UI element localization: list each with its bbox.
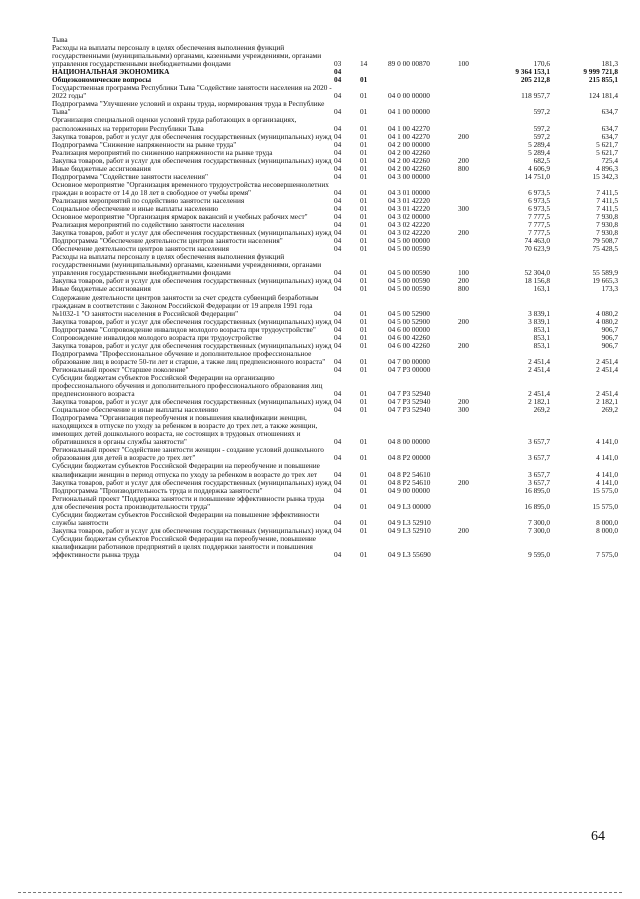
cell-sec: 04 <box>334 220 342 230</box>
cell-y2021: 6 973,5 <box>528 195 550 205</box>
table-row <box>52 462 618 478</box>
cell-sec: 04 <box>334 316 342 326</box>
cell-csr: 04 3 02 00000 <box>388 212 430 222</box>
cell-sub: 01 <box>360 155 368 165</box>
cell-vr: 100 <box>458 268 469 278</box>
cell-sec: 04 <box>334 501 342 511</box>
cell-name: Подпрограмма "Производительность труда и поддержка занятости" <box>52 485 263 495</box>
cell-name: Подпрограмма "Сопровождение инвалидов молодого возраста при трудоустройстве" <box>52 324 316 334</box>
cell-sec: 04 <box>334 517 342 527</box>
cell-y2022: 181,3 <box>601 59 618 69</box>
table-row <box>52 495 618 511</box>
cell-name: Расходы на выплаты персоналу в целях обеспечения выполнения функций государственными (муниципальными) органами, казенными учреждениями, органами управления государственными внебюджетными фондами <box>52 252 322 278</box>
cell-sub: 01 <box>360 147 368 157</box>
cell-y2021: 597,2 <box>533 107 550 117</box>
cell-y2021: 6 973,5 <box>528 187 550 197</box>
table-row <box>52 181 618 197</box>
cell-sub: 01 <box>360 195 368 205</box>
cell-sub: 14 <box>360 59 368 69</box>
cell-csr: 04 8 P2 54610 <box>388 477 431 487</box>
cell-vr: 200 <box>458 155 469 165</box>
cell-csr: 04 7 P3 00000 <box>388 364 431 374</box>
cell-vr: 800 <box>458 163 469 173</box>
cell-y2021: 853,1 <box>533 324 550 334</box>
cell-csr: 04 3 00 00000 <box>388 171 430 181</box>
cell-y2022: 7 411,5 <box>596 195 618 205</box>
cell-sec: 04 <box>334 147 342 157</box>
cell-sub: 01 <box>360 75 368 85</box>
cell-y2021: 6 973,5 <box>528 203 550 213</box>
cell-sub: 01 <box>360 405 368 415</box>
cell-csr: 04 9 L3 52910 <box>388 525 431 535</box>
cell-y2021: 853,1 <box>533 340 550 350</box>
cell-sec: 03 <box>334 59 342 69</box>
cell-csr: 04 3 02 42220 <box>388 228 430 238</box>
cell-name: Закупка товаров, работ и услуг для обеспечения государственных (муниципальных) нужд <box>52 316 332 326</box>
cell-sec: 04 <box>334 268 342 278</box>
table-row <box>52 100 618 116</box>
cell-y2022: 79 508,7 <box>592 236 618 246</box>
cell-name: Региональный проект "Содействие занятости женщин - создание условий дошкольного образования для детей в возрасте до трех лет" <box>52 445 324 463</box>
cell-csr: 04 3 01 42220 <box>388 195 430 205</box>
cell-y2021: 597,2 <box>533 131 550 141</box>
cell-y2021: 14 751,0 <box>524 171 550 181</box>
cell-csr: 89 0 00 00870 <box>388 59 430 69</box>
cell-sub: 01 <box>360 469 368 479</box>
cell-y2022: 906,7 <box>601 340 618 350</box>
cell-sub: 01 <box>360 236 368 246</box>
cell-csr: 04 2 00 42260 <box>388 163 430 173</box>
cell-sub: 01 <box>360 276 368 286</box>
cell-name: Закупка товаров, работ и услуг для обеспечения государственных (муниципальных) нужд <box>52 340 332 350</box>
cell-name: Реализация мероприятий по содействию занятости населения <box>52 195 245 205</box>
cell-name: Закупка товаров, работ и услуг для обеспечения государственных (муниципальных) нужд <box>52 525 332 535</box>
cell-name: Подпрограмма "Снижение напряженности на рынке труда" <box>52 139 237 149</box>
table-row <box>52 294 618 318</box>
cell-y2021: 18 156,8 <box>524 276 550 286</box>
cell-y2021: 2 451,4 <box>528 356 550 366</box>
cell-y2021: 16 895,0 <box>524 501 550 511</box>
cell-sec: 04 <box>334 308 342 318</box>
cell-sec: 04 <box>334 284 342 294</box>
cell-name: Иные бюджетные ассигнования <box>52 284 151 294</box>
cell-csr: 04 8 P2 00000 <box>388 453 431 463</box>
cell-sec: 04 <box>334 332 342 342</box>
cell-csr: 04 2 00 00000 <box>388 139 430 149</box>
cell-y2021: 163,1 <box>533 284 550 294</box>
cell-vr: 200 <box>458 316 469 326</box>
cell-name: Сопровождение инвалидов молодого возраста при трудоустройстве <box>52 332 263 342</box>
cell-vr: 200 <box>458 525 469 535</box>
cell-csr: 04 9 L3 00000 <box>388 501 431 511</box>
cell-sec: 04 <box>334 276 342 286</box>
cell-y2021: 52 304,0 <box>524 268 550 278</box>
cell-name: Иные бюджетные ассигнования <box>52 163 151 173</box>
cell-y2021: 74 463,0 <box>524 236 550 246</box>
cell-csr: 04 7 P3 52940 <box>388 405 431 415</box>
cell-y2021: 9 364 153,1 <box>515 67 550 77</box>
cell-vr: 200 <box>458 397 469 407</box>
cell-y2021: 7 777,5 <box>528 228 550 238</box>
cell-sec: 04 <box>334 123 342 133</box>
cell-sub: 01 <box>360 244 368 254</box>
cell-y2021: 16 895,0 <box>524 485 550 495</box>
cell-y2021: 3 657,7 <box>528 437 550 447</box>
cell-y2022: 2 451,4 <box>596 356 618 366</box>
cell-name: Подпрограмма "Содействие занятости населения" <box>52 171 208 181</box>
cell-sec: 04 <box>334 437 342 447</box>
cell-sub: 01 <box>360 91 368 101</box>
cell-y2021: 269,2 <box>533 405 550 415</box>
cell-csr: 04 7 P3 52940 <box>388 397 431 407</box>
cell-sec: 04 <box>334 107 342 117</box>
cell-y2021: 853,1 <box>533 332 550 342</box>
cell-csr: 04 3 02 42220 <box>388 220 430 230</box>
cell-sub: 01 <box>360 203 368 213</box>
cell-sec: 04 <box>334 485 342 495</box>
cell-sub: 01 <box>360 437 368 447</box>
cell-sec: 04 <box>334 364 342 374</box>
cell-name: Социальное обеспечение и иные выплаты населению <box>52 203 219 213</box>
cell-sub: 01 <box>360 550 368 559</box>
cell-sec: 04 <box>334 187 342 197</box>
cell-y2021: 4 606,9 <box>528 163 550 173</box>
cell-y2021: 3 839,1 <box>528 316 550 326</box>
cell-name: Закупка товаров, работ и услуг для обеспечения государственных (муниципальных) нужд <box>52 131 332 141</box>
cell-sub: 01 <box>360 220 368 230</box>
cell-y2022: 634,7 <box>601 123 618 133</box>
cell-csr: 04 5 00 52900 <box>388 308 430 318</box>
cell-y2022: 9 999 721,8 <box>583 67 618 77</box>
cell-csr: 04 1 00 42270 <box>388 131 430 141</box>
cell-y2021: 205 212,8 <box>520 75 550 85</box>
cell-sub: 01 <box>360 228 368 238</box>
cell-y2022: 4 141,0 <box>596 437 618 447</box>
cell-name: Субсидии бюджетам субъектов Российской Федерации на организацию профессионального обучения и дополнительного профессионального образования лиц предпенсионного возраста <box>52 372 323 399</box>
cell-vr: 800 <box>458 284 469 294</box>
table-row <box>52 374 618 398</box>
cell-y2021: 682,5 <box>533 155 550 165</box>
cell-sec: 04 <box>334 405 342 415</box>
cell-sec: 04 <box>334 477 342 487</box>
cell-y2021: 70 623,9 <box>524 244 550 254</box>
table-row <box>52 84 618 100</box>
cell-y2022: 8 000,0 <box>596 525 618 535</box>
cell-y2022: 15 575,0 <box>592 501 618 511</box>
cell-y2022: 215 855,1 <box>588 75 618 85</box>
cell-name: Расходы на выплаты персоналу в целях обеспечения выполнения функций государственными (муниципальными) органами, казенными учреждениями, органами управления государственными внебюджетными фондами <box>52 43 322 69</box>
cell-sub: 01 <box>360 268 368 278</box>
cell-y2022: 634,7 <box>601 107 618 117</box>
cell-sub: 01 <box>360 163 368 173</box>
cell-csr: 04 3 01 00000 <box>388 187 430 197</box>
cell-name: Общеэкономические вопросы <box>52 75 152 85</box>
cell-csr: 04 9 L3 55690 <box>388 550 431 559</box>
table-row <box>52 535 618 559</box>
cell-csr: 04 5 00 00590 <box>388 268 430 278</box>
cell-sec: 04 <box>334 91 342 101</box>
cell-sub: 01 <box>360 316 368 326</box>
cell-sub: 01 <box>360 525 368 535</box>
table-row <box>52 446 618 462</box>
cell-csr: 04 3 01 42220 <box>388 203 430 213</box>
cell-y2021: 9 595,0 <box>528 550 550 559</box>
cell-sub: 01 <box>360 356 368 366</box>
cell-y2022: 124 181,4 <box>588 91 618 101</box>
cell-y2022: 906,7 <box>601 332 618 342</box>
table-row <box>52 44 618 68</box>
cell-sub: 01 <box>360 284 368 294</box>
cell-sec: 04 <box>334 340 342 350</box>
scan-edge-line <box>18 892 622 893</box>
cell-sub: 01 <box>360 501 368 511</box>
cell-name: Организация специальной оценки условий труда работающих в организациях, расположенных на территории Республики Тыва <box>52 115 297 133</box>
cell-sec: 04 <box>334 324 342 334</box>
cell-sec: 04 <box>334 155 342 165</box>
cell-sec: 04 <box>334 195 342 205</box>
table-row <box>52 253 618 277</box>
cell-csr: 04 7 P3 52940 <box>388 389 431 399</box>
cell-y2022: 4 141,0 <box>596 477 618 487</box>
cell-name: Содержание деятельности центров занятости за счет средств субвенций безработным гражданам в соответствии с Законом Российской Федерации от 19 апреля 1991 года №1032-1 "О занятости населения в Российской Федерации" <box>52 292 319 318</box>
cell-csr: 04 7 00 00000 <box>388 356 430 366</box>
table-row <box>52 350 618 366</box>
budget-table <box>52 36 618 559</box>
cell-y2022: 4 141,0 <box>596 453 618 463</box>
cell-sec: 04 <box>334 397 342 407</box>
cell-y2021: 7 777,5 <box>528 220 550 230</box>
cell-y2022: 19 665,3 <box>592 276 618 286</box>
cell-csr: 04 1 00 00000 <box>388 107 430 117</box>
cell-sec: 04 <box>334 131 342 141</box>
cell-y2022: 4 896,3 <box>596 163 618 173</box>
cell-y2021: 118 957,7 <box>521 91 550 101</box>
cell-y2022: 2 451,4 <box>596 389 618 399</box>
cell-y2022: 725,4 <box>601 155 618 165</box>
cell-y2021: 2 451,4 <box>528 389 550 399</box>
cell-y2021: 7 300,0 <box>528 517 550 527</box>
cell-y2022: 15 575,0 <box>592 485 618 495</box>
cell-name: НАЦИОНАЛЬНАЯ ЭКОНОМИКА <box>52 67 170 77</box>
cell-vr: 200 <box>458 131 469 141</box>
cell-name: Подпрограмма "Улучшение условий и охраны труда, нормирования труда в Республике Тыва" <box>52 99 325 117</box>
cell-csr: 04 5 00 52900 <box>388 316 430 326</box>
cell-name: Подпрограмма "Организация переобучения и повышения квалификации женщин, находящихся в отпуске по уходу за ребенком в возрасте до трех лет, а также женщин, имеющих детей дошкольного возраста, не состоящих в трудовых отношениях и обратившихся в органы службы занятости" <box>52 413 318 447</box>
cell-y2021: 170,6 <box>533 59 550 69</box>
cell-y2021: 2 451,4 <box>528 364 550 374</box>
cell-name: Социальное обеспечение и иные выплаты населению <box>52 405 219 415</box>
cell-csr: 04 5 00 00590 <box>388 244 430 254</box>
cell-y2022: 906,7 <box>601 324 618 334</box>
cell-sub: 01 <box>360 171 368 181</box>
cell-csr: 04 5 00 00000 <box>388 236 430 246</box>
table-row <box>52 414 618 446</box>
cell-csr: 04 6 00 00000 <box>388 324 430 334</box>
cell-sec: 04 <box>334 389 342 399</box>
cell-sub: 01 <box>360 107 368 117</box>
cell-vr: 200 <box>458 228 469 238</box>
cell-sub: 01 <box>360 485 368 495</box>
cell-sec: 04 <box>334 236 342 246</box>
cell-sec: 04 <box>334 228 342 238</box>
cell-name: Закупка товаров, работ и услуг для обеспечения государственных (муниципальных) нужд <box>52 228 332 238</box>
cell-y2021: 597,2 <box>533 123 550 133</box>
cell-sub: 01 <box>360 340 368 350</box>
page-number: 64 <box>591 829 605 844</box>
cell-y2021: 5 289,4 <box>528 139 550 149</box>
cell-csr: 04 5 00 00590 <box>388 284 430 294</box>
cell-vr: 300 <box>458 405 469 415</box>
cell-y2022: 2 451,4 <box>596 364 618 374</box>
cell-sec: 04 <box>334 550 342 559</box>
cell-y2022: 7 411,5 <box>596 203 618 213</box>
cell-sub: 01 <box>360 453 368 463</box>
cell-csr: 04 9 L3 52910 <box>388 517 431 527</box>
cell-sec: 04 <box>334 453 342 463</box>
cell-vr: 200 <box>458 477 469 487</box>
cell-y2021: 7 777,5 <box>528 212 550 222</box>
cell-sub: 01 <box>360 324 368 334</box>
cell-name: Закупка товаров, работ и услуг для обеспечения государственных (муниципальных) нужд <box>52 477 332 487</box>
cell-sec: 04 <box>334 212 342 222</box>
cell-csr: 04 2 00 42260 <box>388 155 430 165</box>
cell-csr: 04 8 P2 54610 <box>388 469 431 479</box>
cell-sub: 01 <box>360 139 368 149</box>
cell-y2022: 15 342,3 <box>592 171 618 181</box>
cell-name: Закупка товаров, работ и услуг для обеспечения государственных (муниципальных) нужд <box>52 276 332 286</box>
cell-y2022: 5 621,7 <box>596 147 618 157</box>
table-row <box>52 116 618 132</box>
cell-name: Подпрограмма "Профессиональное обучение и дополнительное профессиональное образование лиц в возрасте 50-ти лет и старше, а также лиц предпенсионного возраста" <box>52 348 326 366</box>
cell-y2021: 3 657,7 <box>528 453 550 463</box>
cell-name: Субсидии бюджетам субъектов Российской Федерации на переобучение, повышение квалификации работников предприятий в целях поддержки занятости и повышения эффективности рынка труда <box>52 533 316 559</box>
cell-sec: 04 <box>334 469 342 479</box>
cell-y2022: 7 930,8 <box>596 212 618 222</box>
cell-name: Реализация мероприятий по содействию занятости населения <box>52 220 245 230</box>
cell-csr: 04 8 00 00000 <box>388 437 430 447</box>
cell-sub: 01 <box>360 332 368 342</box>
cell-sec: 04 <box>334 139 342 149</box>
cell-sec: 04 <box>334 244 342 254</box>
cell-csr: 04 2 00 42260 <box>388 147 430 157</box>
cell-csr: 04 6 00 42260 <box>388 332 430 342</box>
cell-y2022: 8 000,0 <box>596 517 618 527</box>
cell-y2021: 3 657,7 <box>528 469 550 479</box>
cell-name: Региональный проект "Поддержка занятости и повышение эффективности рынка труда для обеспечения роста производительности труда" <box>52 493 325 511</box>
cell-vr: 200 <box>458 340 469 350</box>
cell-y2022: 4 080,2 <box>596 316 618 326</box>
cell-sub: 01 <box>360 212 368 222</box>
cell-sec: 04 <box>334 75 342 85</box>
cell-name: Основное мероприятие "Организация ярмарок вакансий и учебных рабочих мест" <box>52 212 308 222</box>
cell-y2022: 4 080,2 <box>596 308 618 318</box>
cell-sec: 04 <box>334 203 342 213</box>
cell-sub: 01 <box>360 123 368 133</box>
cell-sec: 04 <box>334 171 342 181</box>
cell-sub: 01 <box>360 364 368 374</box>
cell-y2022: 7 411,5 <box>596 187 618 197</box>
cell-y2021: 3 657,7 <box>528 477 550 487</box>
cell-y2022: 173,3 <box>601 284 618 294</box>
cell-sec: 04 <box>334 525 342 535</box>
cell-y2022: 5 621,7 <box>596 139 618 149</box>
cell-y2021: 5 289,4 <box>528 147 550 157</box>
cell-csr: 04 5 00 00590 <box>388 276 430 286</box>
cell-name: Субсидии бюджетам субъектов Российской Федерации на повышение эффективности службы занятости <box>52 509 320 527</box>
cell-y2022: 7 575,0 <box>596 550 618 559</box>
cell-vr: 300 <box>458 203 469 213</box>
cell-sub: 01 <box>360 308 368 318</box>
cell-sub: 01 <box>360 187 368 197</box>
cell-y2022: 75 428,5 <box>592 244 618 254</box>
cell-y2022: 7 930,8 <box>596 228 618 238</box>
cell-sub: 01 <box>360 389 368 399</box>
cell-vr: 200 <box>458 276 469 286</box>
cell-y2022: 634,7 <box>601 131 618 141</box>
cell-name: Субсидии бюджетам субъектов Российской Федерации на переобучение и повышение квалификации женщин в период отпуска по уходу за ребенком в возрасте до трех лет <box>52 461 320 479</box>
cell-sec: 04 <box>334 356 342 366</box>
cell-y2021: 3 839,1 <box>528 308 550 318</box>
cell-y2022: 269,2 <box>601 405 618 415</box>
cell-csr: 04 1 00 42270 <box>388 123 430 133</box>
cell-y2022: 55 589,9 <box>592 268 618 278</box>
cell-csr: 04 9 00 00000 <box>388 485 430 495</box>
cell-vr: 100 <box>458 59 469 69</box>
cell-y2022: 4 141,0 <box>596 469 618 479</box>
cell-y2021: 2 182,1 <box>528 397 550 407</box>
cell-y2022: 2 182,1 <box>596 397 618 407</box>
cell-sub: 01 <box>360 477 368 487</box>
cell-sub: 01 <box>360 517 368 527</box>
cell-sub: 01 <box>360 397 368 407</box>
cell-sec: 04 <box>334 67 342 77</box>
cell-name: Основное мероприятие "Организация временного трудоустройства несовершеннолетних граждан в возрасте от 14 до 18 лет в свободное от учебы время" <box>52 179 329 197</box>
cell-name: Подпрограмма "Обеспечение деятельности центров занятости населения" <box>52 236 283 246</box>
cell-name: Реализация мероприятий по снижению напряженности на рынке труда <box>52 147 273 157</box>
cell-csr: 04 6 00 42260 <box>388 340 430 350</box>
cell-sec: 04 <box>334 163 342 173</box>
cell-name: Тыва <box>52 35 68 44</box>
cell-name: Региональный проект "Старшее поколение" <box>52 364 189 374</box>
cell-name: Обеспечение деятельности центров занятости населения <box>52 244 229 254</box>
cell-y2022: 7 930,8 <box>596 220 618 230</box>
cell-sub: 01 <box>360 131 368 141</box>
cell-name: Государственная программа Республики Тыва "Содействие занятости населения на 2020 - 2022 годы" <box>52 83 332 101</box>
cell-name: Закупка товаров, работ и услуг для обеспечения государственных (муниципальных) нужд <box>52 397 332 407</box>
table-row <box>52 511 618 527</box>
cell-name: Закупка товаров, работ и услуг для обеспечения государственных (муниципальных) нужд <box>52 155 332 165</box>
cell-csr: 04 0 00 00000 <box>388 91 430 101</box>
cell-y2021: 7 300,0 <box>528 525 550 535</box>
